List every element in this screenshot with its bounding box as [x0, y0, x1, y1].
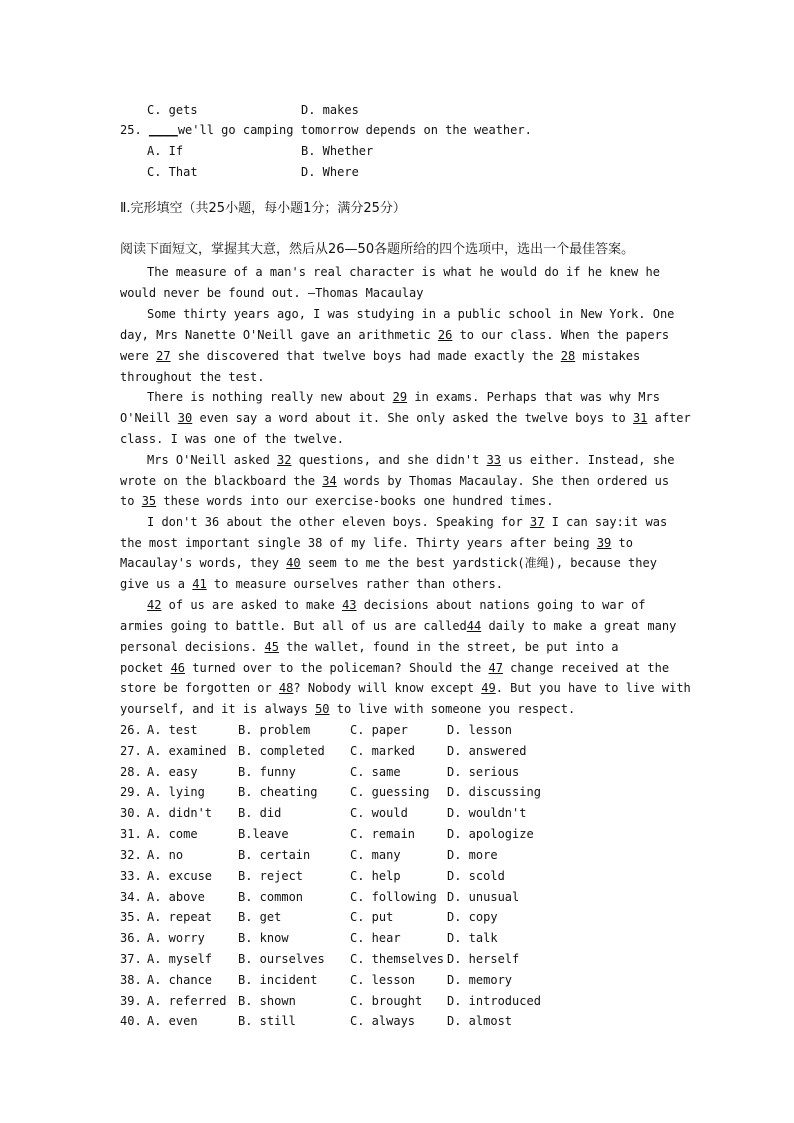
text-segment: armies going to battle. But all of us are called [120, 619, 467, 633]
passage-line [120, 576, 503, 592]
blank-47: 47 [488, 661, 503, 675]
option-d: D. copy [447, 910, 498, 924]
option-b: B. reject [238, 869, 304, 883]
passage-line [120, 410, 691, 426]
option-b: B. did [238, 806, 282, 820]
option-b: B. shown [238, 994, 296, 1008]
text-segment: to measure ourselves rather than others. [206, 577, 503, 591]
option-c: C. many [350, 848, 401, 862]
blank-30: 30 [177, 411, 193, 425]
option-d: D. more [447, 848, 498, 862]
question-25 [120, 122, 532, 138]
option-b: B. common [238, 890, 304, 904]
passage-line [120, 701, 575, 717]
passage-line [147, 452, 674, 468]
passage-line [147, 389, 660, 405]
option-b: B. funny [238, 765, 296, 779]
option-d: D. scold [447, 869, 505, 883]
option-b: B. incident [238, 973, 318, 987]
text-segment: these words into our exercise-books one hundred times. [156, 494, 554, 508]
option-d: D. introduced [447, 994, 541, 1008]
blank-46: 46 [170, 661, 186, 675]
text-segment: the most important single 38 of my life. Thirty years after being [120, 536, 597, 550]
option-d: D. answered [447, 744, 527, 758]
option-a: A. come [147, 827, 198, 841]
option-c: C. guessing [350, 785, 430, 799]
option-c: C. hear [350, 931, 401, 945]
text-segment: change received at the [502, 661, 670, 675]
option-b: B. ourselves [238, 952, 325, 966]
section-title: Ⅱ.完形填空（共25小题，每小题1分；满分25分） [120, 201, 406, 216]
answer-number: 34. [120, 890, 142, 904]
text-segment: give us a [120, 577, 193, 591]
text-segment: . But you have to live with [495, 681, 691, 695]
option-b: B. get [238, 910, 282, 924]
option-c: C. help [350, 869, 401, 883]
passage-line [120, 639, 619, 655]
text-segment: even say a word about it. She only asked the twelve boys to [192, 411, 633, 425]
text-segment: day, Mrs Nanette O'Neill gave an arithmetic [120, 328, 438, 342]
text-segment: There is nothing really new about [147, 390, 393, 404]
text-segment: mistakes [575, 349, 641, 363]
blank-49: 49 [481, 681, 496, 695]
text-segment: us either. Instead, she [501, 453, 675, 467]
text-segment: store be forgotten or [120, 681, 279, 695]
option-b: B. completed [238, 744, 325, 758]
option-a-25: A. If [147, 144, 184, 158]
answer-number: 27. [120, 744, 142, 758]
option-d-25: D. Where [301, 165, 359, 179]
option-c: C. marked [350, 744, 416, 758]
answer-number: 33. [120, 869, 142, 883]
passage-line: would never be found out. —Thomas Macaulay [120, 286, 424, 300]
blank-33: 33 [486, 453, 502, 467]
passage-line [120, 660, 669, 676]
blank-34: 34 [322, 474, 337, 488]
option-c: C. following [350, 890, 437, 904]
text-segment: turned over to the policeman? Should the [185, 661, 489, 675]
text-segment: questions, and she didn't [291, 453, 487, 467]
option-d: D. almost [447, 1014, 513, 1028]
option-c: C. same [350, 765, 401, 779]
text-segment: words by Thomas Macaulay. She then ordered us [336, 474, 670, 488]
blank-41: 41 [192, 577, 207, 591]
passage-line: Some thirty years ago, I was studying in a public school in New York. One [147, 307, 675, 321]
answer-number: 36. [120, 931, 142, 945]
passage-line: class. I was one of the twelve. [120, 432, 344, 446]
option-d-24: D. makes [301, 103, 359, 117]
text-segment: she discovered that twelve boys had made exactly the [170, 349, 561, 363]
blank-37: 37 [529, 515, 545, 529]
option-a: A. repeat [147, 910, 213, 924]
text-segment: the wallet, found in the street, be put into a [278, 640, 619, 654]
passage-line [120, 493, 554, 509]
blank-31: 31 [632, 411, 648, 425]
blank-35: 35 [141, 494, 157, 508]
option-d: D. memory [447, 973, 513, 987]
option-a: A. referred [147, 994, 227, 1008]
text-segment: to [120, 494, 142, 508]
blank-39: 39 [596, 536, 612, 550]
text-segment: I don't 36 about the other eleven boys. Speaking for [147, 515, 530, 529]
text-segment: daily to make a great many [481, 619, 677, 633]
text-segment: Mrs O'Neill asked [147, 453, 278, 467]
blank-44: 44 [466, 619, 482, 633]
option-d: D. wouldn't [447, 806, 527, 820]
option-a: A. easy [147, 765, 198, 779]
option-b: B. still [238, 1014, 296, 1028]
text-segment: in exams. Perhaps that was why Mrs [407, 390, 660, 404]
text-segment: wrote on the blackboard the [120, 474, 323, 488]
blank-29: 29 [392, 390, 408, 404]
option-a: A. myself [147, 952, 213, 966]
option-c: C. would [350, 806, 408, 820]
question-stem: we'll go camping tomorrow depends on the weather. [177, 123, 532, 137]
answer-number: 38. [120, 973, 142, 987]
text-segment: pocket [120, 661, 171, 675]
passage-line [120, 348, 640, 364]
blank-26: 26 [437, 328, 453, 342]
option-a: A. above [147, 890, 205, 904]
blank-42: 42 [147, 598, 162, 612]
text-segment: decisions about nations going to war of [356, 598, 646, 612]
text-segment: to our class. When the papers [452, 328, 670, 342]
answer-number: 26. [120, 723, 142, 737]
text-segment: Macaulay's words, they [120, 556, 287, 570]
option-c: C. lesson [350, 973, 416, 987]
text-segment: yourself, and it is always [120, 702, 316, 716]
text-segment: O'Neill [120, 411, 178, 425]
section-instruction: 阅读下面短文，掌握其大意，然后从26—50各题所给的四个选项中，选出一个最佳答案。 [120, 242, 635, 257]
option-d: D. unusual [447, 890, 520, 904]
option-b: B. cheating [238, 785, 318, 799]
option-d: D. discussing [447, 785, 541, 799]
blank-28: 28 [560, 349, 576, 363]
option-a: A. worry [147, 931, 205, 945]
question-number: 25. [120, 123, 142, 137]
option-d: D. herself [447, 952, 520, 966]
blank-32: 32 [277, 453, 292, 467]
option-a: A. examined [147, 744, 227, 758]
answer-number: 37. [120, 952, 142, 966]
text-segment: were [120, 349, 157, 363]
answer-number: 39. [120, 994, 142, 1008]
option-c-25: C. That [147, 165, 198, 179]
passage-line [120, 327, 669, 343]
option-a: A. test [147, 723, 198, 737]
text-segment: to [611, 536, 633, 550]
option-a: A. excuse [147, 869, 213, 883]
blank-43: 43 [342, 598, 357, 612]
passage-line: The measure of a man's real character is what he would do if he knew he [147, 265, 660, 279]
text-segment: ? Nobody will know except [293, 681, 482, 695]
option-c: C. paper [350, 723, 408, 737]
option-c: C. brought [350, 994, 423, 1008]
answer-number: 32. [120, 848, 142, 862]
option-a: A. lying [147, 785, 205, 799]
option-a: A. didn't [147, 806, 213, 820]
passage-line [120, 535, 633, 551]
passage-line [120, 555, 657, 571]
blank-50: 50 [315, 702, 330, 716]
answer-number: 40. [120, 1014, 142, 1028]
blank-27: 27 [156, 349, 171, 363]
option-b: B. problem [238, 723, 311, 737]
option-c: C. put [350, 910, 394, 924]
option-b: B. know [238, 931, 289, 945]
blank-48: 48 [278, 681, 294, 695]
text-segment: I can say:it was [544, 515, 668, 529]
option-c: C. themselves [350, 952, 444, 966]
text-segment: to live with someone you respect. [329, 702, 576, 716]
option-c-24: C. gets [147, 103, 198, 117]
answer-number: 31. [120, 827, 142, 841]
passage-line: throughout the test. [120, 370, 265, 384]
passage-line [120, 680, 691, 696]
answer-number: 28. [120, 765, 142, 779]
option-a: A. even [147, 1014, 198, 1028]
option-c: C. always [350, 1014, 416, 1028]
text-segment: seem to me the best yardstick(准绳), because they [300, 556, 657, 570]
text-segment: after [647, 411, 691, 425]
passage-line [147, 514, 667, 530]
option-d: D. lesson [447, 723, 513, 737]
answer-number: 35. [120, 910, 142, 924]
option-d: D. serious [447, 765, 520, 779]
text-segment: of us are asked to make [161, 598, 343, 612]
option-b-25: B. Whether [301, 144, 374, 158]
text-segment: personal decisions. [120, 640, 265, 654]
option-d: D. talk [447, 931, 498, 945]
passage-line [120, 473, 669, 489]
option-b: B.leave [238, 827, 289, 841]
option-a: A. no [147, 848, 184, 862]
option-a: A. chance [147, 973, 213, 987]
passage-line [120, 618, 676, 634]
answer-number: 29. [120, 785, 142, 799]
option-d: D. apologize [447, 827, 534, 841]
passage-line [147, 597, 646, 613]
option-c: C. remain [350, 827, 416, 841]
option-b: B. certain [238, 848, 311, 862]
blank-40: 40 [286, 556, 301, 570]
answer-number: 30. [120, 806, 142, 820]
blank: ____ [148, 123, 178, 137]
blank-45: 45 [264, 640, 279, 654]
